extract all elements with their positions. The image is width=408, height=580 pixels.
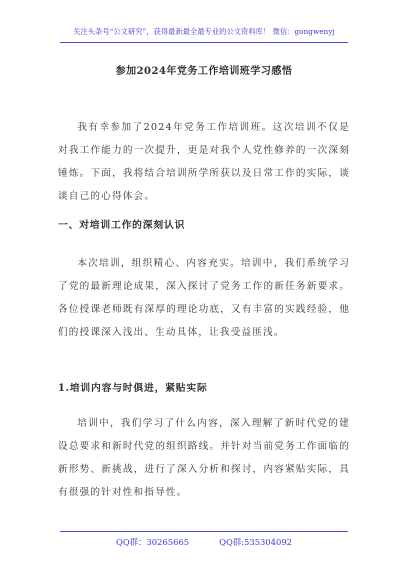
- header-divider: [60, 42, 348, 43]
- subsection-1-paragraph: 培训中，我们学习了什么内容，深入理解了新时代党的建设总要求和新时代党的组织路线。并针对当前党务工作面临的新形势、新挑战，进行了深入分析和探讨，内容紧贴实际，具有很强的针对性和指导性。: [58, 418, 350, 498]
- footer-divider: [60, 531, 348, 532]
- section-1-paragraph: 本次培训，组织精心、内容充实。培训中，我们系统学习了党的最新理论成果，深入探讨了党务工作的新任务新要求。各位授课老师既有深厚的理论功底，又有丰富的实践经验，他们的授课深入浅出、生动具体，让我受益匪浅。: [58, 258, 350, 338]
- header-banner: 关注头条号“公文研究”，获得最新最全最专业的公文资料库！ 微信：gongwenyj: [73, 27, 335, 36]
- footer-qq-group-1: QQ群：30265665: [116, 537, 190, 547]
- subsection-heading-1: 1.培训内容与时俱进，紧贴实际: [58, 383, 208, 394]
- section-heading-1: 一、对培训工作的深刻认识: [58, 220, 186, 231]
- footer-qq-group-2: QQ群:535304092: [219, 537, 292, 547]
- document-title: 参加2024年党务工作培训班学习感悟: [115, 66, 293, 77]
- footer: [0, 536, 408, 548]
- intro-paragraph: 我有幸参加了2024年党务工作培训班。这次培训不仅是对我工作能力的一次提升，更是对我个人党性修养的一次深刻锤炼。下面，我将结合培训所学所获以及日常工作的实际，谈谈自己的心得体会。: [58, 122, 350, 202]
